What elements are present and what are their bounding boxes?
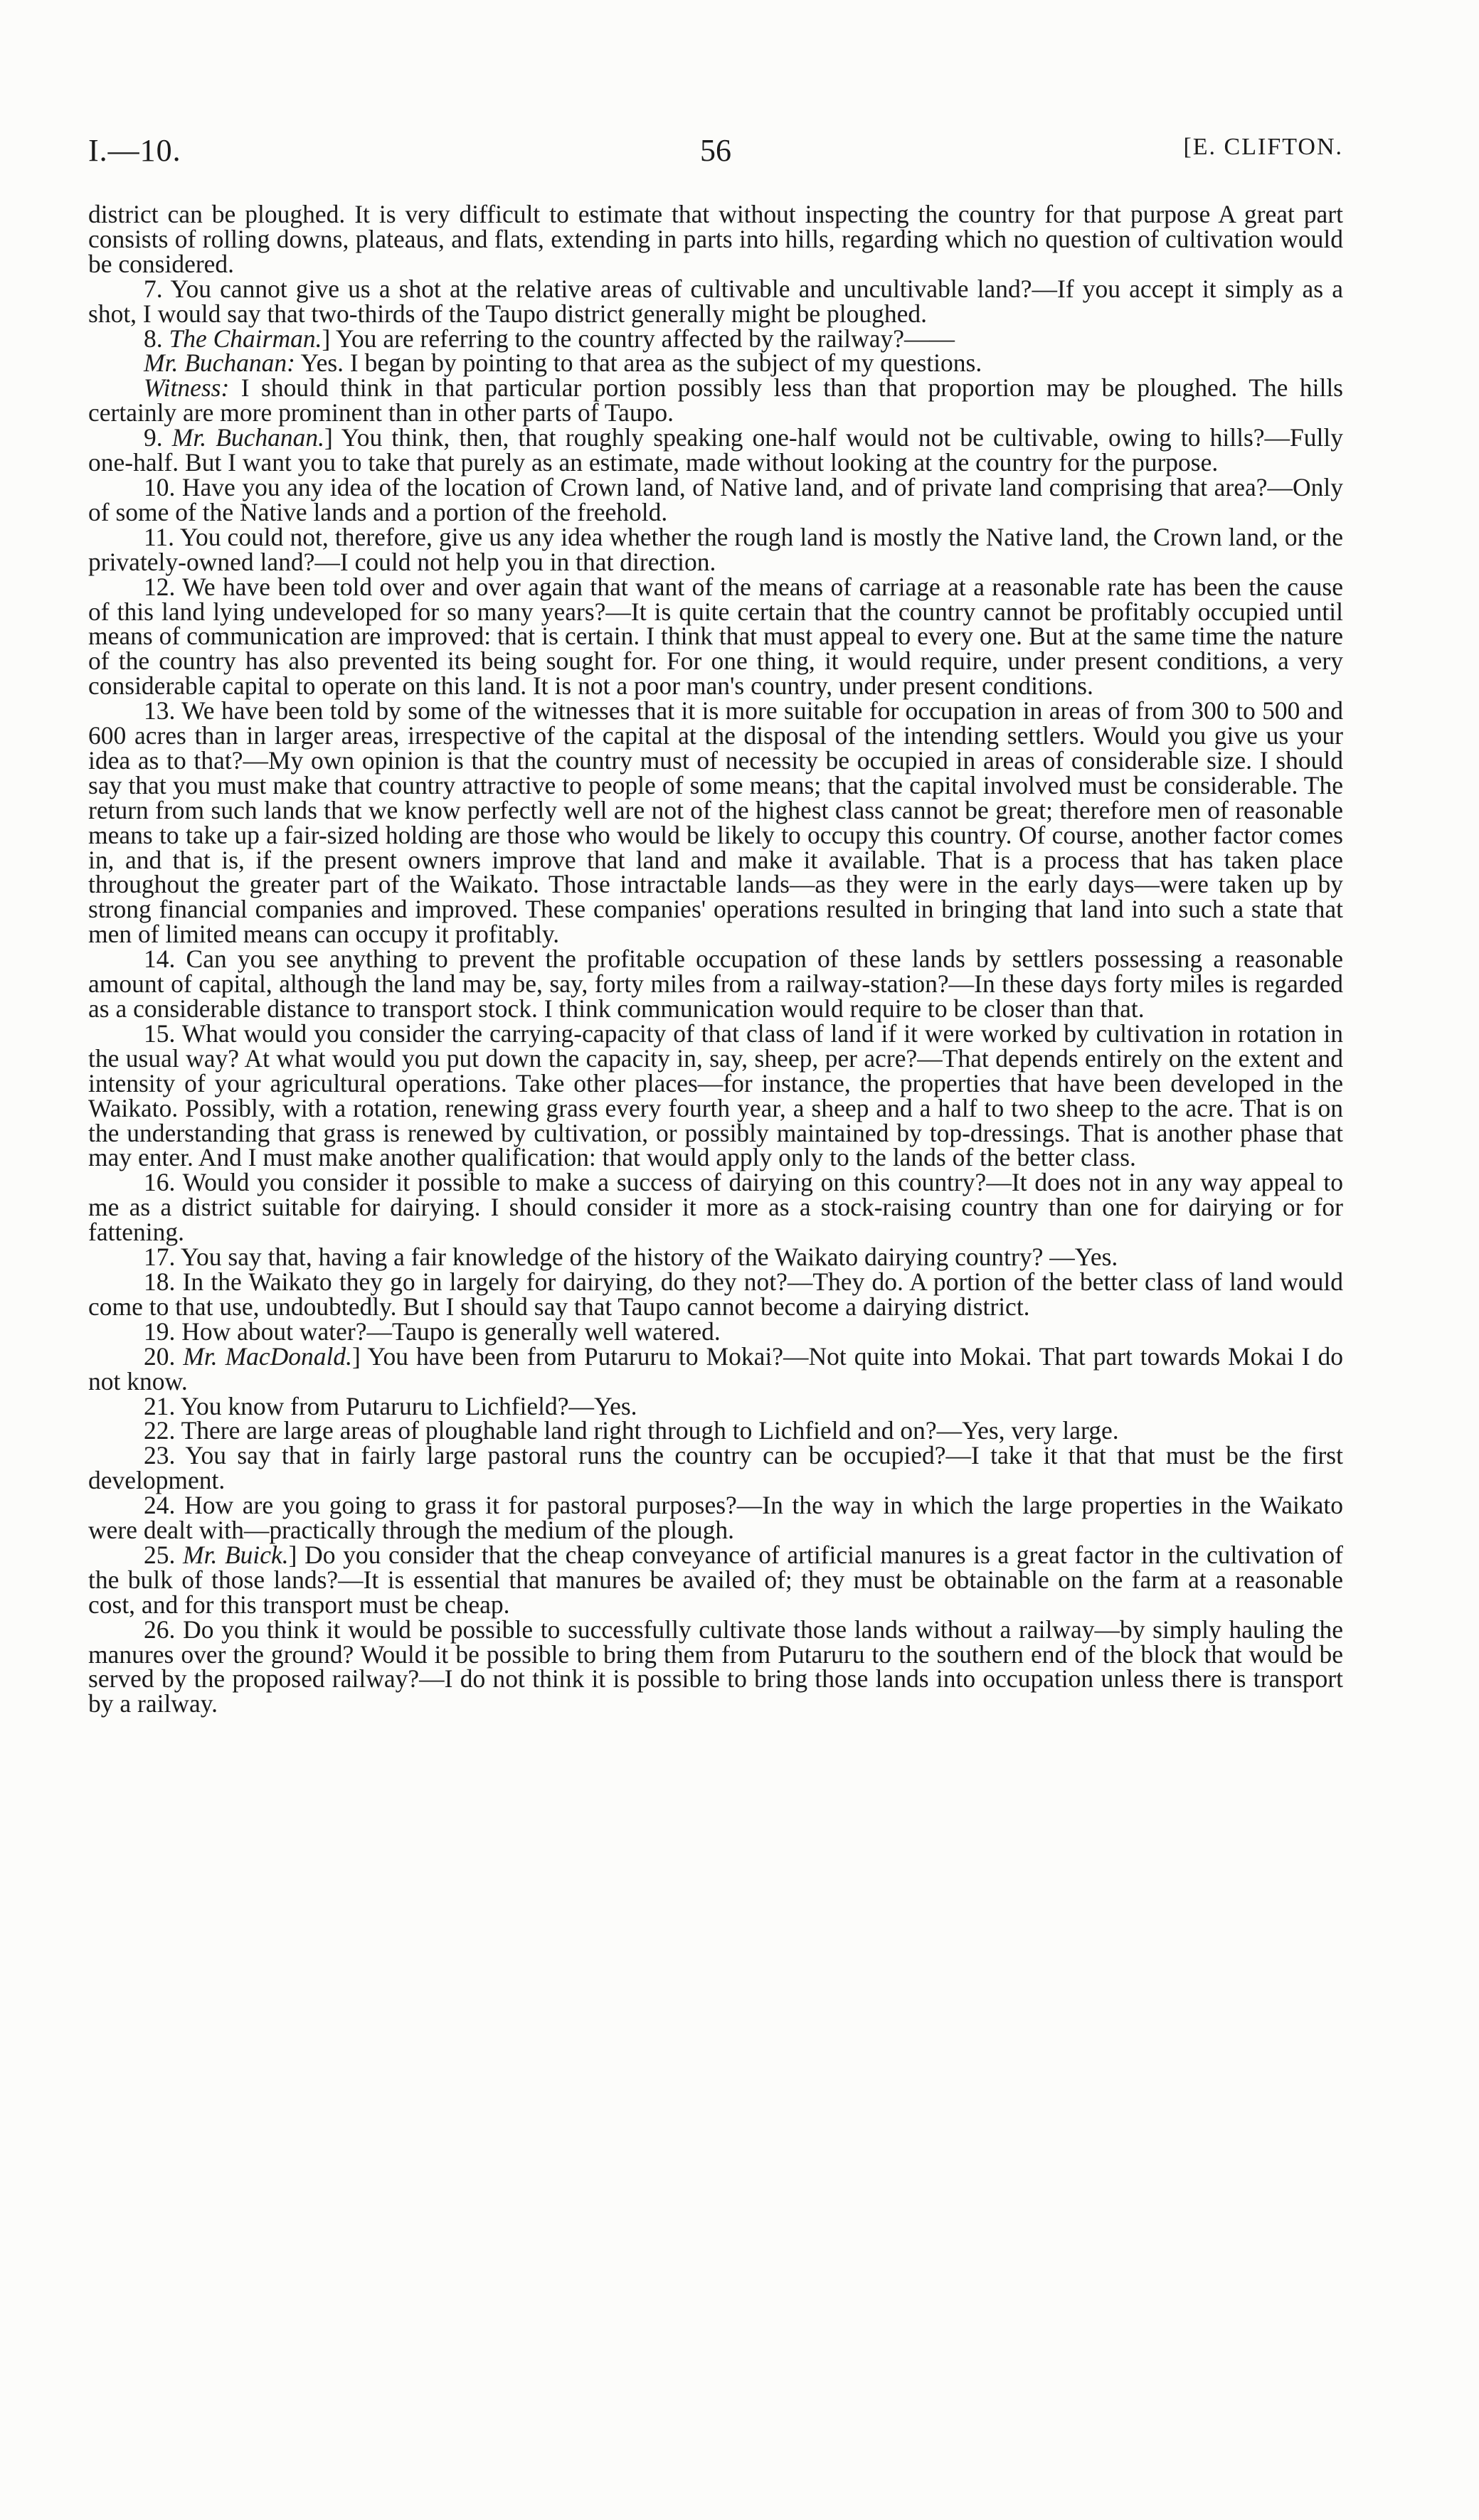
page-header — [88, 132, 1343, 175]
speaker-name: Mr. MacDonald. — [183, 1341, 353, 1371]
paragraph-text: I should think in that particular portion possibly less than that proportion may be ploughed. The hills certainly are more prominent than in other parts of Taupo. — [88, 373, 1343, 427]
question-number: 25. — [144, 1540, 183, 1569]
question-number: 9. — [144, 423, 172, 452]
question-paragraph — [88, 1245, 1343, 1270]
question-number: 22. — [144, 1416, 181, 1445]
page-number: 56 — [700, 133, 731, 168]
paragraph-text: In the Waikato they go in largely for dairying, do they not?—They do. A portion of the better class of land would come to that use, undoubtedly. But I should say that Taupo cannot become a dairying district. — [88, 1267, 1344, 1321]
speaker-name: The Chairman. — [169, 324, 322, 353]
question-number: 19. — [144, 1317, 182, 1346]
question-paragraph — [88, 472, 1344, 526]
question-paragraph — [88, 1170, 1343, 1245]
paragraph-text: Have you any idea of the location of Crown land, of Native land, and of private land comprising that area?—Only of some of the Native lands and a portion of the freehold. — [88, 472, 1344, 526]
speaker-name: Mr. Buick. — [183, 1540, 289, 1569]
paragraph-text: district can be ploughed. It is very difficult to estimate that without inspecting the country for that purpose A great part consists of rolling downs, plateaus, and flats, extending in parts into hills, regarding which no question of cultivation would be considered. — [88, 200, 1343, 278]
question-number: 14. — [144, 945, 186, 974]
testimony-body — [88, 202, 1343, 1716]
question-number: 26. — [144, 1615, 184, 1644]
paragraph-text: There are large areas of ploughable land right through to Lichfield and on?—Yes, very large. — [181, 1416, 1119, 1445]
question-number: 12. — [144, 572, 183, 601]
question-number: 7. — [144, 274, 171, 303]
question-paragraph — [88, 1418, 1343, 1443]
question-number: 16. — [144, 1168, 183, 1197]
paragraph-text: How about water?—Taupo is generally well watered. — [181, 1317, 721, 1346]
paragraph-text: Yes. I began by pointing to that area as the subject of my questions. — [295, 349, 982, 378]
paragraph-text: ] You are referring to the country affected by the railway?—— — [322, 324, 955, 353]
question-number: 21. — [144, 1391, 181, 1420]
question-number: 13. — [144, 696, 182, 725]
paragraph-text: You cannot give us a shot at the relative areas of cultivable and uncultivable land?—If you accept it simply as a shot, I would say that two-thirds of the Taupo district generally might be ploughed. — [88, 274, 1343, 328]
speaker-name: Mr. Buchanan. — [171, 423, 325, 452]
continued-paragraph — [88, 202, 1343, 277]
paragraph-text: We have been told over and over again that want of the means of carriage at a reasonable rate has been the cause of this land lying undeveloped for so many years?—It is quite certain that the country cannot be profitably occupied until means of communication are improved: that is certain. I think that must appeal to every one. But at the same time the nature of the country has also prevented its being sought for. For one thing, it would require, under present conditions, a very considerable capital to operate on this land. It is not a poor man's country, under present conditions. — [88, 572, 1343, 701]
document-reference: I.—10. — [88, 133, 181, 168]
question-paragraph — [88, 1617, 1343, 1717]
paragraph-text: Do you think it would be possible to successfully cultivate those lands without a railway—by simply hauling the manures over the ground? Would it be possible to bring them from Putaruru to the southern end of the block that would be served by the proposed railway?—I do not think it is possible to bring those lands into occupation unless there is transport by a railway. — [88, 1615, 1343, 1718]
question-paragraph — [88, 1540, 1344, 1619]
paragraph-text: You say that in fairly large pastoral runs the country can be occupied?—I take it that that must be the first development. — [88, 1441, 1343, 1495]
question-paragraph — [88, 351, 1343, 376]
paragraph-text: Can you see anything to prevent the profitable occupation of these lands by settlers possessing a reasonable amount of capital, although the land may be, say, forty miles from a railway-station?—In these days forty miles is regarded as a considerable distance to transport stock. I think communication would require to be closer than that. — [88, 945, 1343, 1023]
question-paragraph — [88, 572, 1343, 701]
witness-name: [E. CLIFTON. — [1183, 134, 1343, 160]
paragraph-text: How are you going to grass it for pastoral purposes?—In the way in which the large properties in the Waikato were dealt with—practically through the medium of the plough. — [88, 1491, 1344, 1545]
question-paragraph — [88, 373, 1343, 427]
speaker-name: Mr. Buchanan: — [144, 349, 295, 378]
question-paragraph — [88, 274, 1343, 328]
question-number: 15. — [144, 1019, 182, 1048]
paragraph-text: ] You have been from Putaruru to Mokai?—Not quite into Mokai. That part towards Mokai I do not know. — [88, 1341, 1343, 1395]
speaker-name: Witness: — [144, 373, 230, 403]
paragraph-text: We have been told by some of the witnesses that it is more suitable for occupation in areas of from 300 to 500 and 600 acres than in larger areas, irrespective of the capital at the disposal of the intending settlers. Would you give us your idea as to that?—My own opinion is that the country must of necessity be occupied in areas of considerable size. I should say that you must make that country attractive to people of some means; that the capital involved must be considerable. The return from such lands that we know perfectly well are not of the highest class cannot be great; therefore men of reasonable means to take up a fair-sized holding are those who would be likely to occupy this country. Of course, another factor comes in, and that is, if the present owners improve that land and make it available. That is a process that has taken place throughout the greater part of the Waikato. Those intractable lands—as they were in the early days—were taken up by strong financial companies and improved. These companies' operations resulted in bringing that land into such a state that men of limited means can occupy it profitably. — [88, 696, 1343, 949]
question-paragraph — [88, 1267, 1344, 1321]
question-number: 10. — [144, 472, 182, 501]
question-paragraph — [88, 1341, 1343, 1395]
paragraph-text: ] Do you consider that the cheap conveyance of artificial manures is a great factor in the cultivation of the bulk of those lands?—It is essential that manures be availed of; they must be obtainable on the farm at a reasonable cost, and for this transport must be cheap. — [88, 1540, 1344, 1619]
question-number: 20. — [144, 1341, 184, 1371]
question-paragraph — [88, 1021, 1343, 1170]
question-paragraph — [88, 1391, 1343, 1420]
question-paragraph — [88, 698, 1343, 947]
question-paragraph — [88, 947, 1343, 1021]
paragraph-text: ] You think, then, that roughly speaking one-half would not be cultivable, owing to hills?—Fully one-half. But I want you to take that purely as an estimate, made without looking at the country for the purpose. — [88, 423, 1343, 477]
paragraph-text: You say that, having a fair knowledge of the history of the Waikato dairying country? —Yes. — [180, 1243, 1118, 1272]
question-number: 17. — [144, 1243, 181, 1272]
question-number: 11. — [144, 522, 180, 551]
question-number: 8. — [144, 324, 169, 353]
question-paragraph — [88, 1493, 1343, 1543]
question-paragraph — [88, 1443, 1343, 1493]
paragraph-text: You know from Putaruru to Lichfield?—Yes. — [180, 1391, 637, 1420]
paragraph-text: You could not, therefore, give us any idea whether the rough land is mostly the Native land, the Crown land, or the privately-owned land?—I could not help you in that direction. — [88, 522, 1343, 576]
paragraph-text: What would you consider the carrying-capacity of that class of land if it were worked by cultivation in rotation in the usual way? At what would you put down the capacity in, say, sheep, per acre?—That depends entirely on the extent and intensity of your agricultural operations. Take other places—for instance, the properties that have been developed in the Waikato. Possibly, with a rotation, renewing grass every fourth year, a sheep and a half to two sheep to the acre. That is on the understanding that grass is renewed by cultivation, or possibly maintained by top-dressings. That is another phase that may enter. And I must make another qualification: that would apply only to the lands of the better class. — [88, 1019, 1344, 1172]
question-paragraph — [88, 522, 1343, 576]
paragraph-text: Would you consider it possible to make a success of dairying on this country?—It does not in any way appeal to me as a district suitable for dairying. I should consider it more as a stock-raising country than one for dairying or for fattening. — [88, 1168, 1344, 1247]
question-paragraph — [88, 326, 1343, 351]
question-paragraph — [88, 425, 1343, 475]
question-paragraph — [88, 1319, 1343, 1344]
question-number: 23. — [144, 1441, 186, 1470]
question-number: 18. — [144, 1267, 183, 1296]
question-number: 24. — [144, 1491, 185, 1520]
